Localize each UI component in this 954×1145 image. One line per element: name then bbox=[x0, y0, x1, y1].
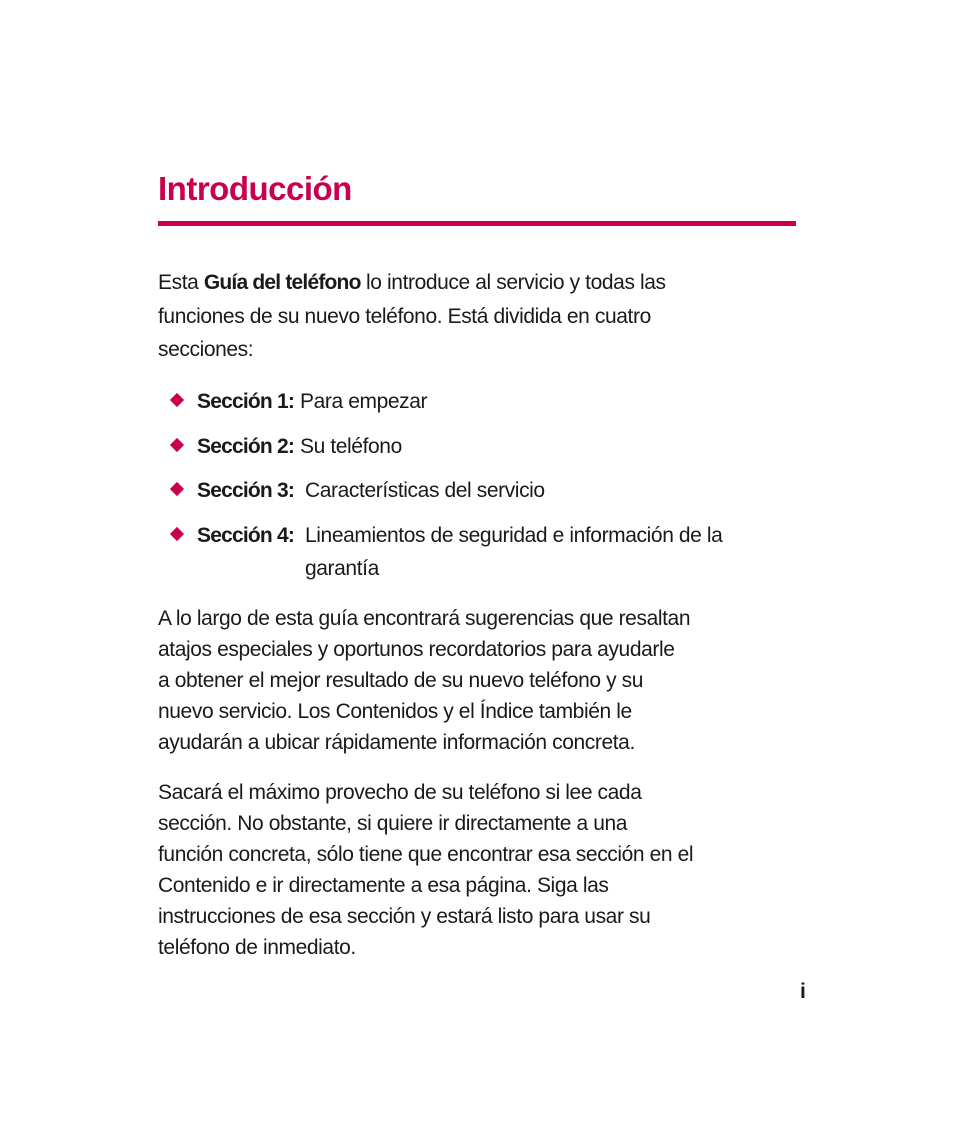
diamond-bullet-icon bbox=[170, 482, 184, 496]
section-item-4 bbox=[172, 519, 812, 601]
intro-suffix: lo introduce al servicio y todas las bbox=[360, 271, 666, 294]
intro-line-1 bbox=[158, 266, 758, 300]
paragraph-line: atajos especiales y oportunos recordatorios para ayudarle bbox=[158, 638, 675, 661]
diamond-bullet-icon bbox=[170, 437, 184, 451]
section-item-2 bbox=[172, 430, 812, 475]
sections-list bbox=[172, 385, 812, 601]
section-label: Sección 1: bbox=[197, 390, 295, 413]
intro-line-3: secciones: bbox=[158, 338, 254, 361]
intro-paragraph bbox=[158, 266, 758, 367]
section-description: Su teléfono bbox=[300, 434, 402, 458]
paragraph-line: sección. No obstante, si quiere ir directamente a una bbox=[158, 812, 628, 835]
section-label: Sección 2: bbox=[197, 434, 295, 458]
diamond-bullet-icon bbox=[170, 526, 184, 540]
paragraph-line: A lo largo de esta guía encontrará sugerencias que resaltan bbox=[158, 607, 691, 630]
tips-paragraph bbox=[158, 603, 778, 758]
paragraph-line: instrucciones de esa sección y estará listo para usar su bbox=[158, 905, 651, 928]
intro-prefix: Esta bbox=[158, 271, 204, 294]
usage-paragraph bbox=[158, 777, 778, 963]
diamond-bullet-icon bbox=[170, 393, 184, 407]
section-description-continued: garantía bbox=[305, 557, 379, 580]
intro-line-2: funciones de su nuevo teléfono. Está dividida en cuatro bbox=[158, 304, 651, 328]
paragraph-line: Contenido e ir directamente a esa página. Siga las bbox=[158, 874, 609, 897]
page-title: Introducción bbox=[158, 170, 352, 207]
paragraph-line: ayudarán a ubicar rápidamente información concreta. bbox=[158, 731, 635, 754]
page-number: i bbox=[800, 980, 806, 1003]
section-label: Sección 4: bbox=[197, 523, 295, 547]
paragraph-line: teléfono de inmediato. bbox=[158, 936, 356, 959]
paragraph-line: función concreta, sólo tiene que encontrar esa sección en el bbox=[158, 843, 694, 866]
paragraph-line: nuevo servicio. Los Contenidos y el Índice también le bbox=[158, 700, 632, 723]
section-description: Lineamientos de seguridad e información de la bbox=[305, 523, 723, 547]
section-item-3 bbox=[172, 474, 812, 519]
section-item-1 bbox=[172, 385, 812, 430]
title-divider bbox=[158, 221, 796, 226]
paragraph-line: a obtener el mejor resultado de su nuevo teléfono y su bbox=[158, 669, 644, 692]
guide-name: Guía del teléfono bbox=[203, 271, 361, 294]
section-description: Para empezar bbox=[300, 390, 428, 413]
section-label: Sección 3: bbox=[197, 479, 295, 502]
paragraph-line: Sacará el máximo provecho de su teléfono si lee cada bbox=[158, 781, 642, 804]
section-description: Características del servicio bbox=[305, 479, 545, 502]
